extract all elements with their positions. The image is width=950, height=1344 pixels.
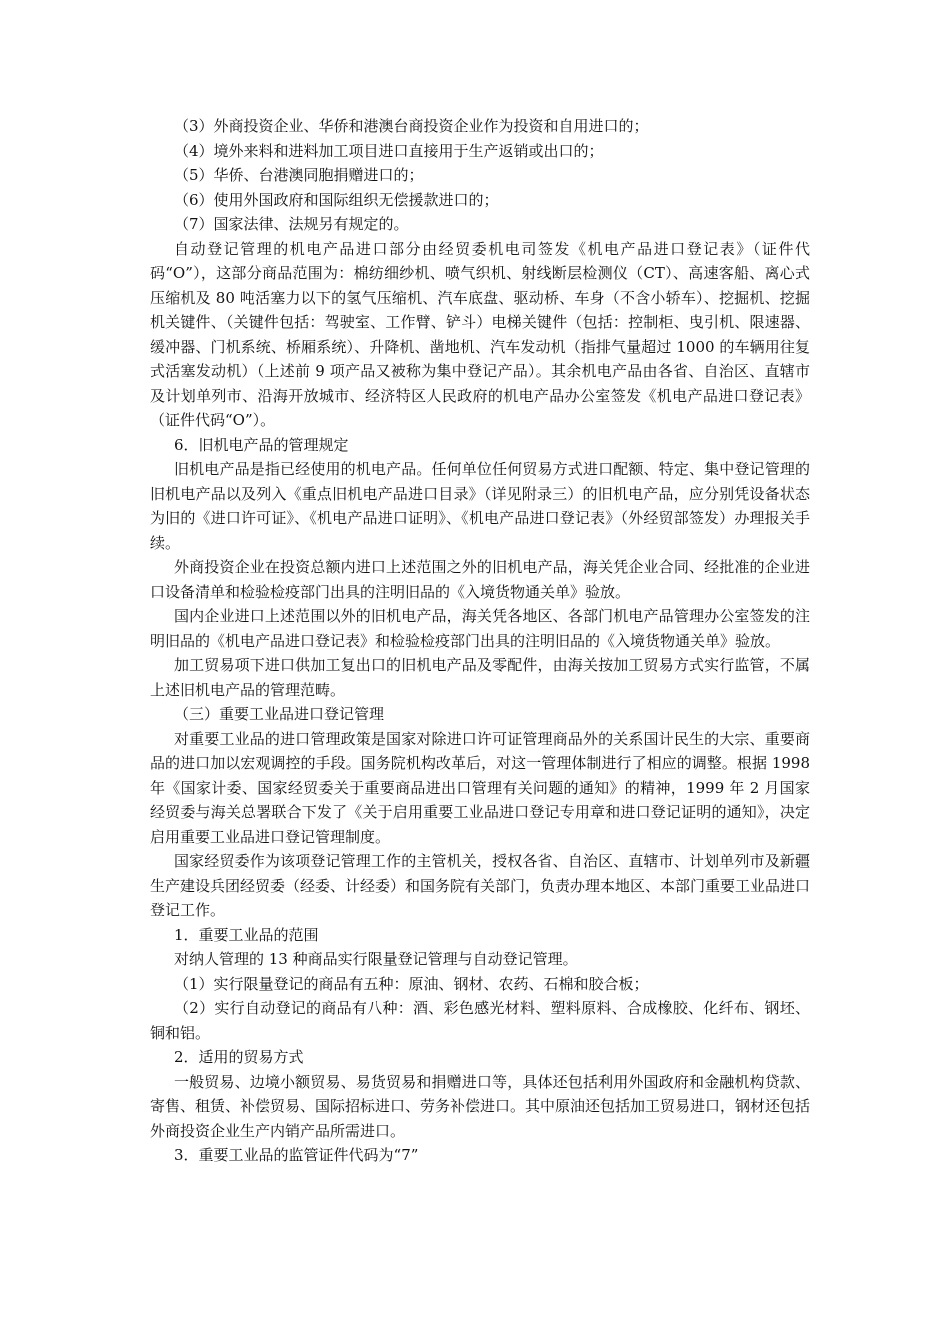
paragraph: 外商投资企业在投资总额内进口上述范围之外的旧机电产品，海关凭企业合同、经批准的企业进口设备清单和检验检疫部门出具的注明旧品的《入境货物通关单》验放。: [150, 558, 810, 601]
paragraph: （2）实行自动登记的商品有八种：酒、彩色感光材料、塑料原料、合成橡胶、化纤布、钢坯、铜和铝。: [150, 999, 810, 1042]
paragraph: 对重要工业品的进口管理政策是国家对除进口许可证管理商品外的关系国计民生的大宗、重要商品的进口加以宏观调控的手段。国务院机构改革后，对这一管理体制进行了相应的调整。根据 1998 年《国家计委、国家经贸委关于重要商品进出口管理有关问题的通知》的精神，1999 年 2 月国家经贸委与海关总署联合下发了《关于启用重要工业品进口登记专用章和进口登记证明的通知》，决定启用重要工业品进口登记管理制度。: [150, 729, 810, 846]
section-heading: 2．适用的贸易方式: [174, 1048, 304, 1066]
paragraph: （7）国家法律、法规另有规定的。: [174, 215, 409, 233]
paragraph: （3）外商投资企业、华侨和港澳台商投资企业作为投资和自用进口的；: [174, 117, 649, 135]
section-heading: 1．重要工业品的范围: [174, 925, 319, 944]
paragraph: 自动登记管理的机电产品进口部分由经贸委机电司签发《机电产品进口登记表》（证件代码“O”），这部分商品范围为：棉纺细纱机、喷气织机、射线断层检测仪（CT）、高速客船、离心式压缩机及 80 吨活塞力以下的氢气压缩机、汽车底盘、驱动桥、车身（不含小轿车）、挖掘机、挖掘机关键件、（关键件包括：驾驶室、工作臂、铲斗）电梯关键件（包括：控制柜、曳引机、限速器、缓冲器、门机系统、桥厢系统）、升降机、凿地机、汽车发动机（指排气量超过 1000 的车辆用往复式活塞发动机）（上述前 9 项产品又被称为集中登记产品）。其余机电产品由各省、自治区、直辖市及计划单列市、沿海开放城市、经济特区人民政府的机电产品办公室签发《机电产品进口登记表》（证件代码“O”）。: [150, 239, 810, 429]
paragraph: 对纳人管理的 13 种商品实行限量登记管理与自动登记管理。: [174, 950, 578, 968]
paragraph: 国内企业进口上述范围以外的旧机电产品，海关凭各地区、各部门机电产品管理办公室签发的注明旧品的《机电产品进口登记表》和检验检疫部门出具的注明旧品的《入境货物通关单》验放。: [150, 607, 810, 650]
paragraph: （6）使用外国政府和国际组织无偿援款进口的；: [174, 190, 499, 209]
paragraph: 旧机电产品是指已经使用的机电产品。任何单位任何贸易方式进口配额、特定、集中登记管理的旧机电产品以及列入《重点旧机电产品进口目录》（详见附录三）的旧机电产品，应分别凭设备状态为旧的《进口许可证》、《机电产品进口证明》、《机电产品进口登记表》（外经贸部签发）办理报关手续。: [150, 460, 810, 552]
paragraph: （5）华侨、台港澳同胞捐赠进口的；: [174, 166, 424, 184]
paragraph: 加工贸易项下进口供加工复出口的旧机电产品及零配件，由海关按加工贸易方式实行监管，不属上述旧机电产品的管理范畴。: [150, 656, 810, 699]
section-heading: （三）重要工业品进口登记管理: [174, 705, 385, 723]
document-body: [150, 114, 810, 1168]
paragraph: （4）境外来料和进料加工项目进口直接用于生产返销或出口的；: [174, 141, 604, 160]
paragraph: 一般贸易、边境小额贸易、易货贸易和捐赠进口等，具体还包括利用外国政府和金融机构贷款、寄售、租赁、补偿贸易、国际招标进口、劳务补偿进口。其中原油还包括加工贸易进口，钢材还包括外商投资企业生产内销产品所需进口。: [150, 1072, 811, 1140]
paragraph: 国家经贸委作为该项登记管理工作的主管机关，授权各省、自治区、直辖市、计划单列市及新疆生产建设兵团经贸委（经委、计经委）和国务院有关部门，负责办理本地区、本部门重要工业品进口登记工作。: [150, 852, 811, 919]
section-heading: 6．旧机电产品的管理规定: [174, 435, 349, 454]
paragraph: （1）实行限量登记的商品有五种：原油、钢材、农药、石棉和胶合板；: [174, 974, 649, 993]
section-heading: 3．重要工业品的监管证件代码为“7”: [174, 1146, 419, 1164]
